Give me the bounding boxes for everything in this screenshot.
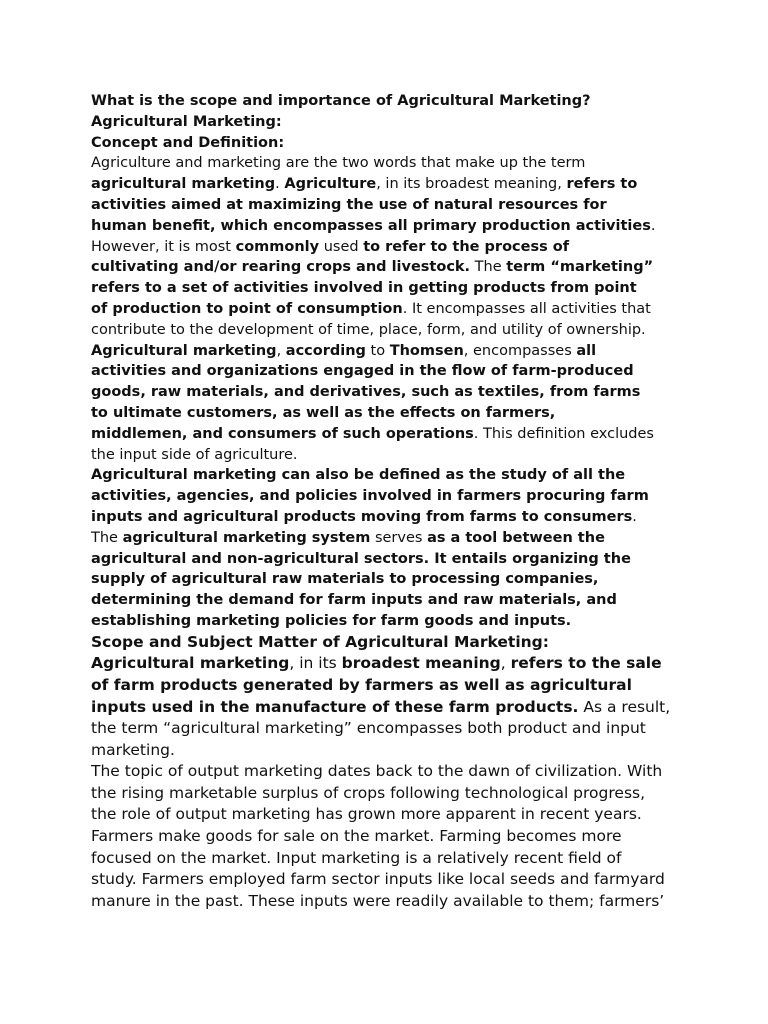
text-run: , encompasses [463, 342, 577, 359]
text-run: . [632, 508, 637, 525]
text-line [91, 195, 678, 216]
bold-text: determining the demand for farm inputs and raw materials, and [91, 592, 617, 609]
text-run: . [275, 176, 285, 193]
text-line [91, 653, 678, 675]
text-run: manure in the past. These inputs were readily available to them; farmers’ [91, 891, 665, 910]
text-run: the rising marketable surplus of crops following technological progress, [91, 783, 646, 802]
text-line [91, 237, 678, 258]
scope-heading: Scope and Subject Matter of Agricultural Marketing: [91, 632, 549, 651]
bold-text: of production to point of consumption [91, 300, 403, 317]
bold-text: middlemen, and consumers of such operations [91, 425, 474, 442]
bold-text: refers to [566, 176, 638, 193]
text-line [91, 869, 678, 891]
text-run: . This definition excludes [473, 425, 654, 442]
text-line [91, 826, 678, 848]
bold-text: of farm products generated by farmers as well as agricultural [91, 675, 632, 694]
text-run: contribute to the development of time, place, form, and utility of ownership. [91, 321, 646, 338]
bold-text: human benefit, which encompasses all primary production activities [91, 217, 651, 234]
text-line [91, 697, 678, 719]
text-run: . It encompasses all activities that [402, 300, 651, 317]
bold-text: to refer to the process of [363, 238, 570, 255]
bold-text: Agricultural marketing [91, 654, 290, 673]
definition-text [91, 153, 678, 631]
subsection-heading: Concept and Definition: [91, 134, 285, 151]
bold-text: inputs used in the manufacture of these farm products. [91, 697, 579, 716]
bold-text: agricultural and non-agricultural sectors. It entails organizing the [91, 550, 631, 567]
text-line [91, 403, 678, 424]
text-run: study. Farmers employed farm sector inputs like local seeds and farmyard [91, 870, 665, 889]
bold-text: term “marketing” [506, 259, 654, 276]
text-run: Agriculture and marketing are the two words that make up the term [91, 155, 586, 172]
text-line [91, 465, 678, 486]
text-line [91, 486, 678, 507]
bold-text: activities, agencies, and policies involved in farmers procuring farm [91, 488, 649, 505]
text-line [91, 299, 678, 320]
bold-text: broadest meaning [341, 654, 501, 673]
text-run: used [319, 238, 364, 255]
bold-text: agricultural marketing system [122, 529, 371, 546]
text-line [91, 341, 678, 362]
text-line [91, 424, 678, 445]
bold-text: refers to a set of activities involved in getting products from point [91, 280, 637, 297]
text-run: the term “agricultural marketing” encompasses both product and input [91, 719, 646, 738]
text-run: , in its [289, 654, 342, 673]
text-run: , [500, 654, 511, 673]
document-title: What is the scope and importance of Agricultural Marketing? [91, 93, 591, 109]
text-line [91, 783, 678, 805]
bold-text: as a tool between the [427, 529, 605, 546]
bold-text: refers to the sale [510, 654, 662, 673]
text-line [91, 590, 678, 611]
text-line [91, 216, 678, 237]
text-line [91, 675, 678, 697]
bold-text: according [285, 342, 366, 359]
bold-text: commonly [235, 238, 320, 255]
text-run: to [365, 342, 390, 359]
text-line [91, 804, 678, 826]
bold-text: supply of agricultural raw materials to processing companies, [91, 571, 599, 588]
bold-text: to ultimate customers, as well as the effects on farmers, [91, 404, 556, 421]
text-line [91, 848, 678, 870]
text-line [91, 382, 678, 403]
section-heading: Agricultural Marketing: [91, 113, 282, 130]
text-line [91, 507, 678, 528]
text-line [91, 278, 678, 299]
text-line [91, 740, 678, 762]
text-run: As a result, [578, 697, 671, 716]
text-line [91, 153, 678, 174]
bold-text: cultivating and/or rearing crops and livestock. [91, 259, 471, 276]
text-line [91, 174, 678, 195]
text-line [91, 320, 678, 341]
text-run: The [470, 259, 507, 276]
bold-text: establishing marketing policies for farm goods and inputs. [91, 612, 572, 629]
text-line [91, 445, 678, 466]
bold-text: Agricultural marketing can also be defined as the study of all the [91, 467, 626, 484]
text-line [91, 611, 678, 632]
text-run: . [650, 217, 656, 234]
bold-text: agricultural marketing [91, 176, 276, 193]
text-line [91, 528, 678, 549]
bold-text: activities and organizations engaged in the flow of farm-produced [91, 363, 634, 380]
text-line [91, 569, 678, 590]
bold-text: inputs and agricultural products moving from farms to consumers [91, 508, 633, 525]
bold-text: Thomsen [389, 342, 464, 359]
text-run: the role of output marketing has grown more apparent in recent years. [91, 805, 642, 824]
text-line [91, 361, 678, 382]
text-line [91, 761, 678, 783]
text-run: , [276, 342, 286, 359]
text-run: Farmers make goods for sale on the market. Farming becomes more [91, 827, 622, 846]
text-run: the input side of agriculture. [91, 446, 298, 463]
bold-text: activities aimed at maximizing the use of natural resources for [91, 196, 607, 213]
text-run: serves [370, 529, 428, 546]
bold-text: all [576, 342, 597, 359]
bold-text: Agriculture [284, 176, 377, 193]
text-run: , in its broadest meaning, [376, 176, 567, 193]
text-line [91, 718, 678, 740]
bold-text: goods, raw materials, and derivatives, such as textiles, from farms [91, 384, 641, 401]
text-line [91, 891, 678, 913]
text-run: marketing. [91, 740, 175, 759]
bold-text: Agricultural marketing [91, 342, 277, 359]
text-line [91, 549, 678, 570]
text-run: However, it is most [91, 238, 236, 255]
text-run: focused on the market. Input marketing is a relatively recent field of [91, 848, 622, 867]
text-run: The [91, 529, 123, 546]
scope-text [91, 653, 678, 912]
text-line [91, 257, 678, 278]
text-run: The topic of output marketing dates back to the dawn of civilization. With [91, 762, 663, 781]
